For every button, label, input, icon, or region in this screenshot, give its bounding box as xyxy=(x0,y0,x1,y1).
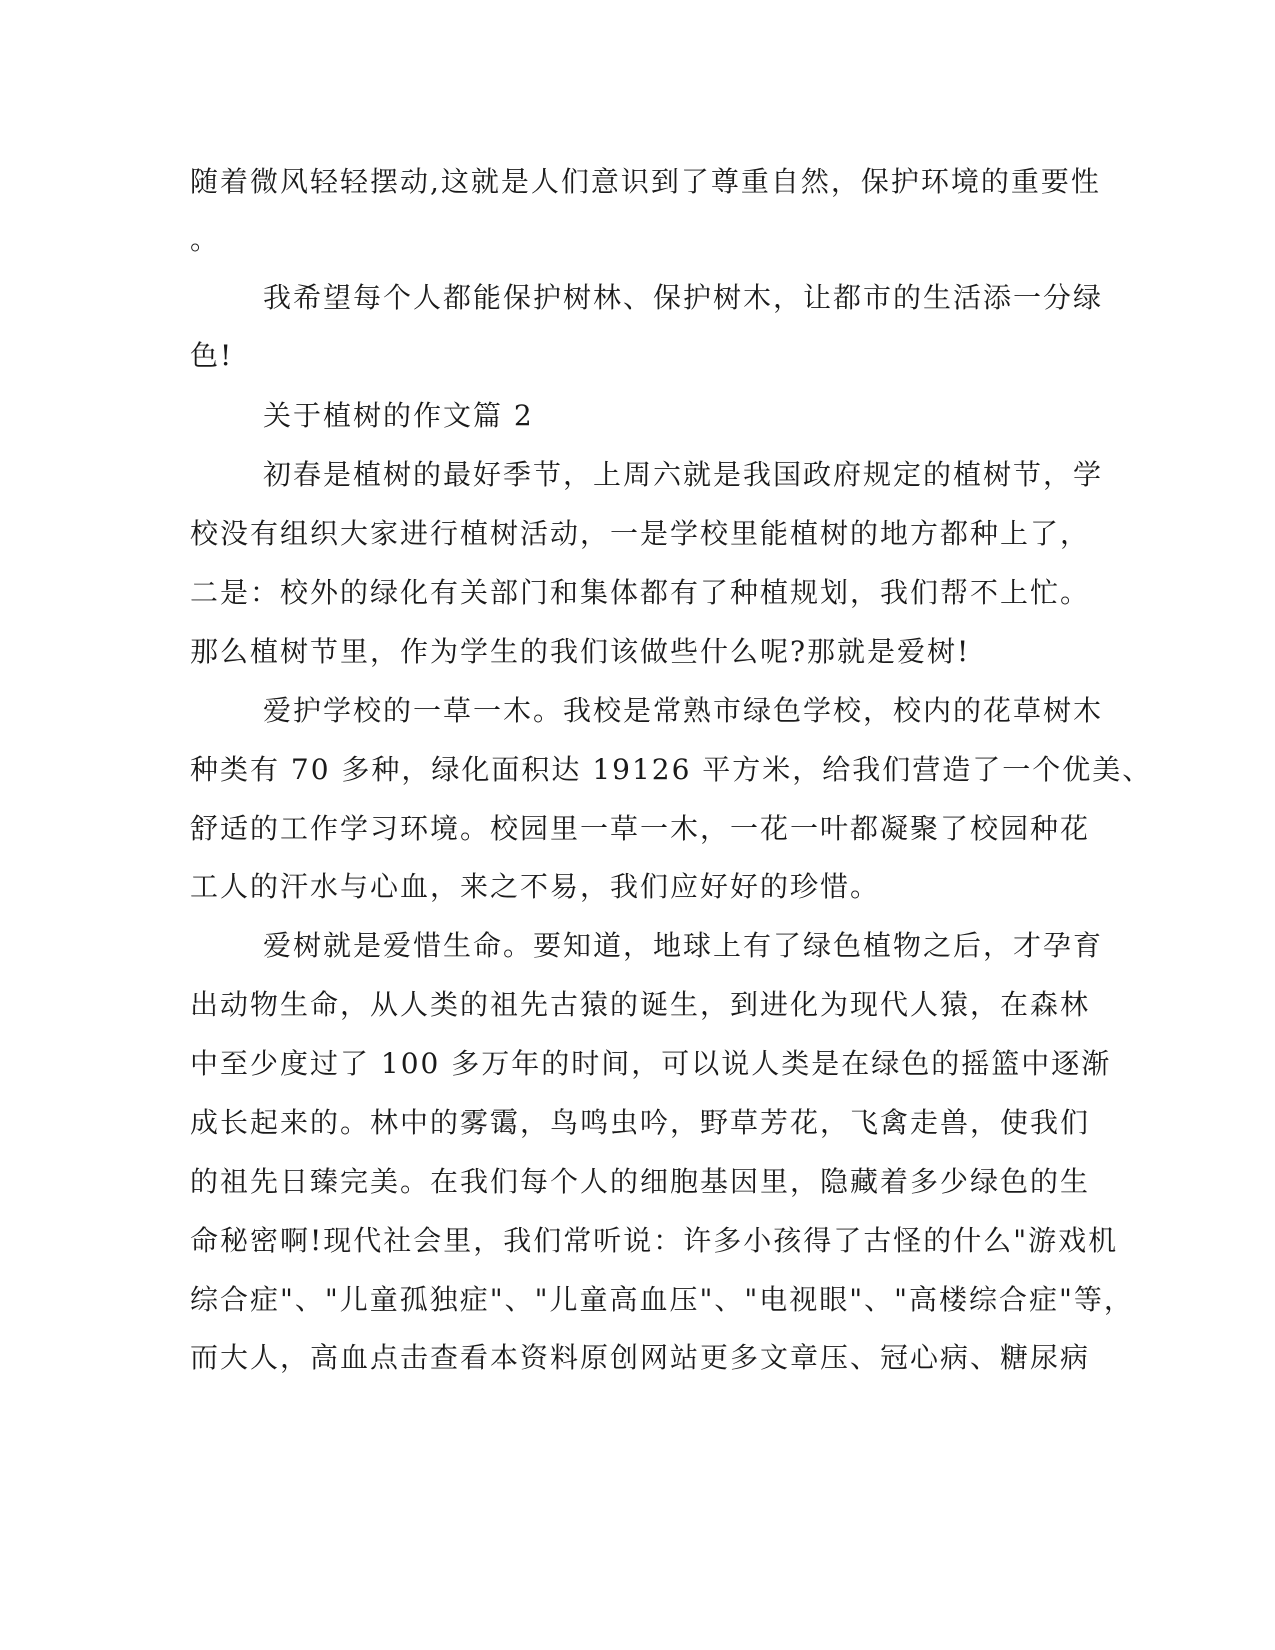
text-line: 初春是植树的最好季节，上周六就是我国政府规定的植树节，学 xyxy=(263,458,1104,491)
text-line: 出动物生命，从人类的祖先古猿的诞生，到进化为现代人猿，在森林 xyxy=(190,988,1091,1021)
text-line: 舒适的工作学习环境。校园里一草一木，一花一叶都凝聚了校园种花 xyxy=(190,812,1091,845)
text-line: 色! xyxy=(190,339,234,372)
text-line: 的祖先日臻完美。在我们每个人的细胞基因里，隐藏着多少绿色的生 xyxy=(190,1165,1091,1198)
text-line: 中至少度过了 100 多万年的时间，可以说人类是在绿色的摇篮中逐渐 xyxy=(190,1047,1112,1080)
text-line: 。 xyxy=(190,223,221,256)
text-line: 爱树就是爱惜生命。要知道，地球上有了绿色植物之后，才孕育 xyxy=(263,929,1104,962)
text-line: 工人的汗水与心血，来之不易，我们应好好的珍惜。 xyxy=(190,870,881,903)
text-line: 校没有组织大家进行植树活动，一是学校里能植树的地方都种上了， xyxy=(190,517,1091,550)
text-line: 种类有 70 多种，绿化面积达 19126 平方米，给我们营造了一个优美、 xyxy=(190,753,1153,786)
text-line: 我希望每个人都能保护树林、保护树木，让都市的生活添一分绿 xyxy=(263,281,1104,314)
text-line: 随着微风轻轻摆动,这就是人们意识到了尊重自然，保护环境的重要性 xyxy=(190,165,1101,198)
text-line: 命秘密啊!现代社会里，我们常听说：许多小孩得了古怪的什么"游戏机 xyxy=(190,1224,1119,1257)
text-line: 成长起来的。林中的雾霭，鸟鸣虫吟，野草芳花，飞禽走兽，使我们 xyxy=(190,1106,1091,1139)
text-line: 二是：校外的绿化有关部门和集体都有了种植规划，我们帮不上忙。 xyxy=(190,576,1091,609)
text-line: 爱护学校的一草一木。我校是常熟市绿色学校，校内的花草树木 xyxy=(263,694,1104,727)
text-line: 而大人，高血点击查看本资料原创网站更多文章压、冠心病、糖尿病 xyxy=(190,1341,1091,1374)
text-line: 那么植树节里，作为学生的我们该做些什么呢?那就是爱树! xyxy=(190,635,971,668)
section-heading: 关于植树的作文篇 2 xyxy=(263,399,534,432)
text-line: 综合症"、"儿童孤独症"、"儿童高血压"、"电视眼"、"高楼综合症"等， xyxy=(190,1283,1134,1316)
